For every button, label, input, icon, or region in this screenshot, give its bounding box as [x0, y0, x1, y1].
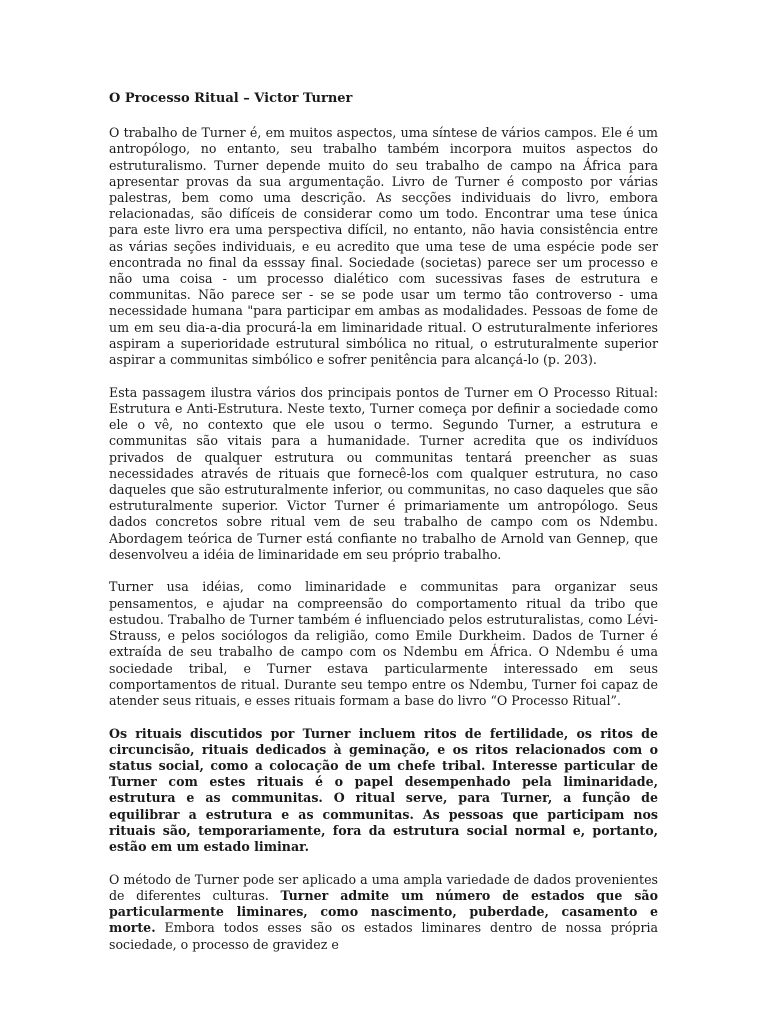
- paragraph-1: O trabalho de Turner é, em muitos aspectos, uma síntese de vários campos. Ele é um antropólogo, no entanto, seu trabalho também incorpora muitos aspectos do estruturalismo. Turner depende muito do seu trabalho de campo na África para apresentar provas da sua argumentação. Livro de Turner é composto por várias palestras, bem como uma descrição. As secções individuais do livro, embora relacionadas, são difíceis de considerar como um todo. Encontrar uma tese única para este livro era uma perspectiva difícil, no entanto, não havia consistência entre as várias seções individuais, e eu acredito que uma tese de uma espécie pode ser encontrada no final da esssay final. Sociedade (societas) parece ser um processo e não uma coisa - um processo dialético com sucessivas fases de estrutura e communitas. Não parece ser - se se pode usar um termo tão controverso - uma necessidade humana "para participar em ambas as modalidades. Pessoas de fome de um em seu dia-a-dia procurá-la em liminaridade ritual. O estruturalmente inferiores aspiram a superioridade estrutural simbólica no ritual, o estruturalmente superior aspirar a communitas simbólico e sofrer penitência para alcançá-lo (p. 203).: [109, 125, 658, 368]
- document-title: O Processo Ritual – Victor Turner: [109, 91, 353, 106]
- paragraph-4: Os rituais discutidos por Turner incluem ritos de fertilidade, os ritos de circuncisão, rituais dedicados à geminação, e os ritos relacionados com o status social, como a colocação de um chefe tribal. Interesse particular de Turner com estes rituais é o papel desempenhado pela liminaridade, estrutura e as communitas. O ritual serve, para Turner, a função de equilibrar a estrutura e as communitas. As pessoas que participam nos rituais são, temporariamente, fora da estrutura social normal e, portanto, estão em um estado liminar.: [109, 725, 658, 855]
- document-page: [109, 91, 658, 969]
- paragraph-5-intro: O método de Turner pode ser aplicado a uma ampla variedade de dados provenientes de diferentes culturas.: [109, 871, 658, 903]
- paragraph-3: Turner usa idéias, como liminaridade e communitas para organizar seus pensamentos, e ajudar na compreensão do comportamento ritual da tribo que estudou. Trabalho de Turner também é influenciado pelos estruturalistas, como Lévi-Strauss, e pelos sociólogos da religião, como Emile Durkheim. Dados de Turner é extraída de seu trabalho de campo com os Ndembu em África. O Ndembu é uma sociedade tribal, e Turner estava particularmente interessado em seus comportamentos de ritual. Durante seu tempo entre os Ndembu, Turner foi capaz de atender seus rituais, e esses rituais formam a base do livro “O Processo Ritual”.: [109, 579, 658, 708]
- paragraph-2: Esta passagem ilustra vários dos principais pontos de Turner em O Processo Ritual: Estrutura e Anti-Estrutura. Neste texto, Turner começa por definir a sociedade como ele o vê, no contexto que ele usou o termo. Segundo Turner, a estrutura e communitas são vitais para a humanidade. Turner acredita que os indivíduos privados de qualquer estrutura ou communitas tentará preencher as suas necessidades através de rituais que fornecê-los com qualquer estrutura, no caso daqueles que são estruturalmente inferior, ou communitas, no caso daqueles que são estruturalmente superior. Victor Turner é primariamente um antropólogo. Seus dados concretos sobre ritual vem de seu trabalho de campo com os Ndembu. Abordagem teórica de Turner está confiante no trabalho de Arnold van Gennep, que desenvolveu a idéia de liminaridade em seu próprio trabalho.: [109, 384, 658, 562]
- paragraph-5-bold: Turner admite um número de estados que são particularmente liminares, como nascimento, puberdade, casamento e morte.: [109, 887, 658, 936]
- paragraph-5-rest: Embora todos esses são os estados liminares dentro de nossa própria sociedade, o processo de gravidez e: [109, 920, 658, 952]
- paragraph-5: [109, 872, 658, 953]
